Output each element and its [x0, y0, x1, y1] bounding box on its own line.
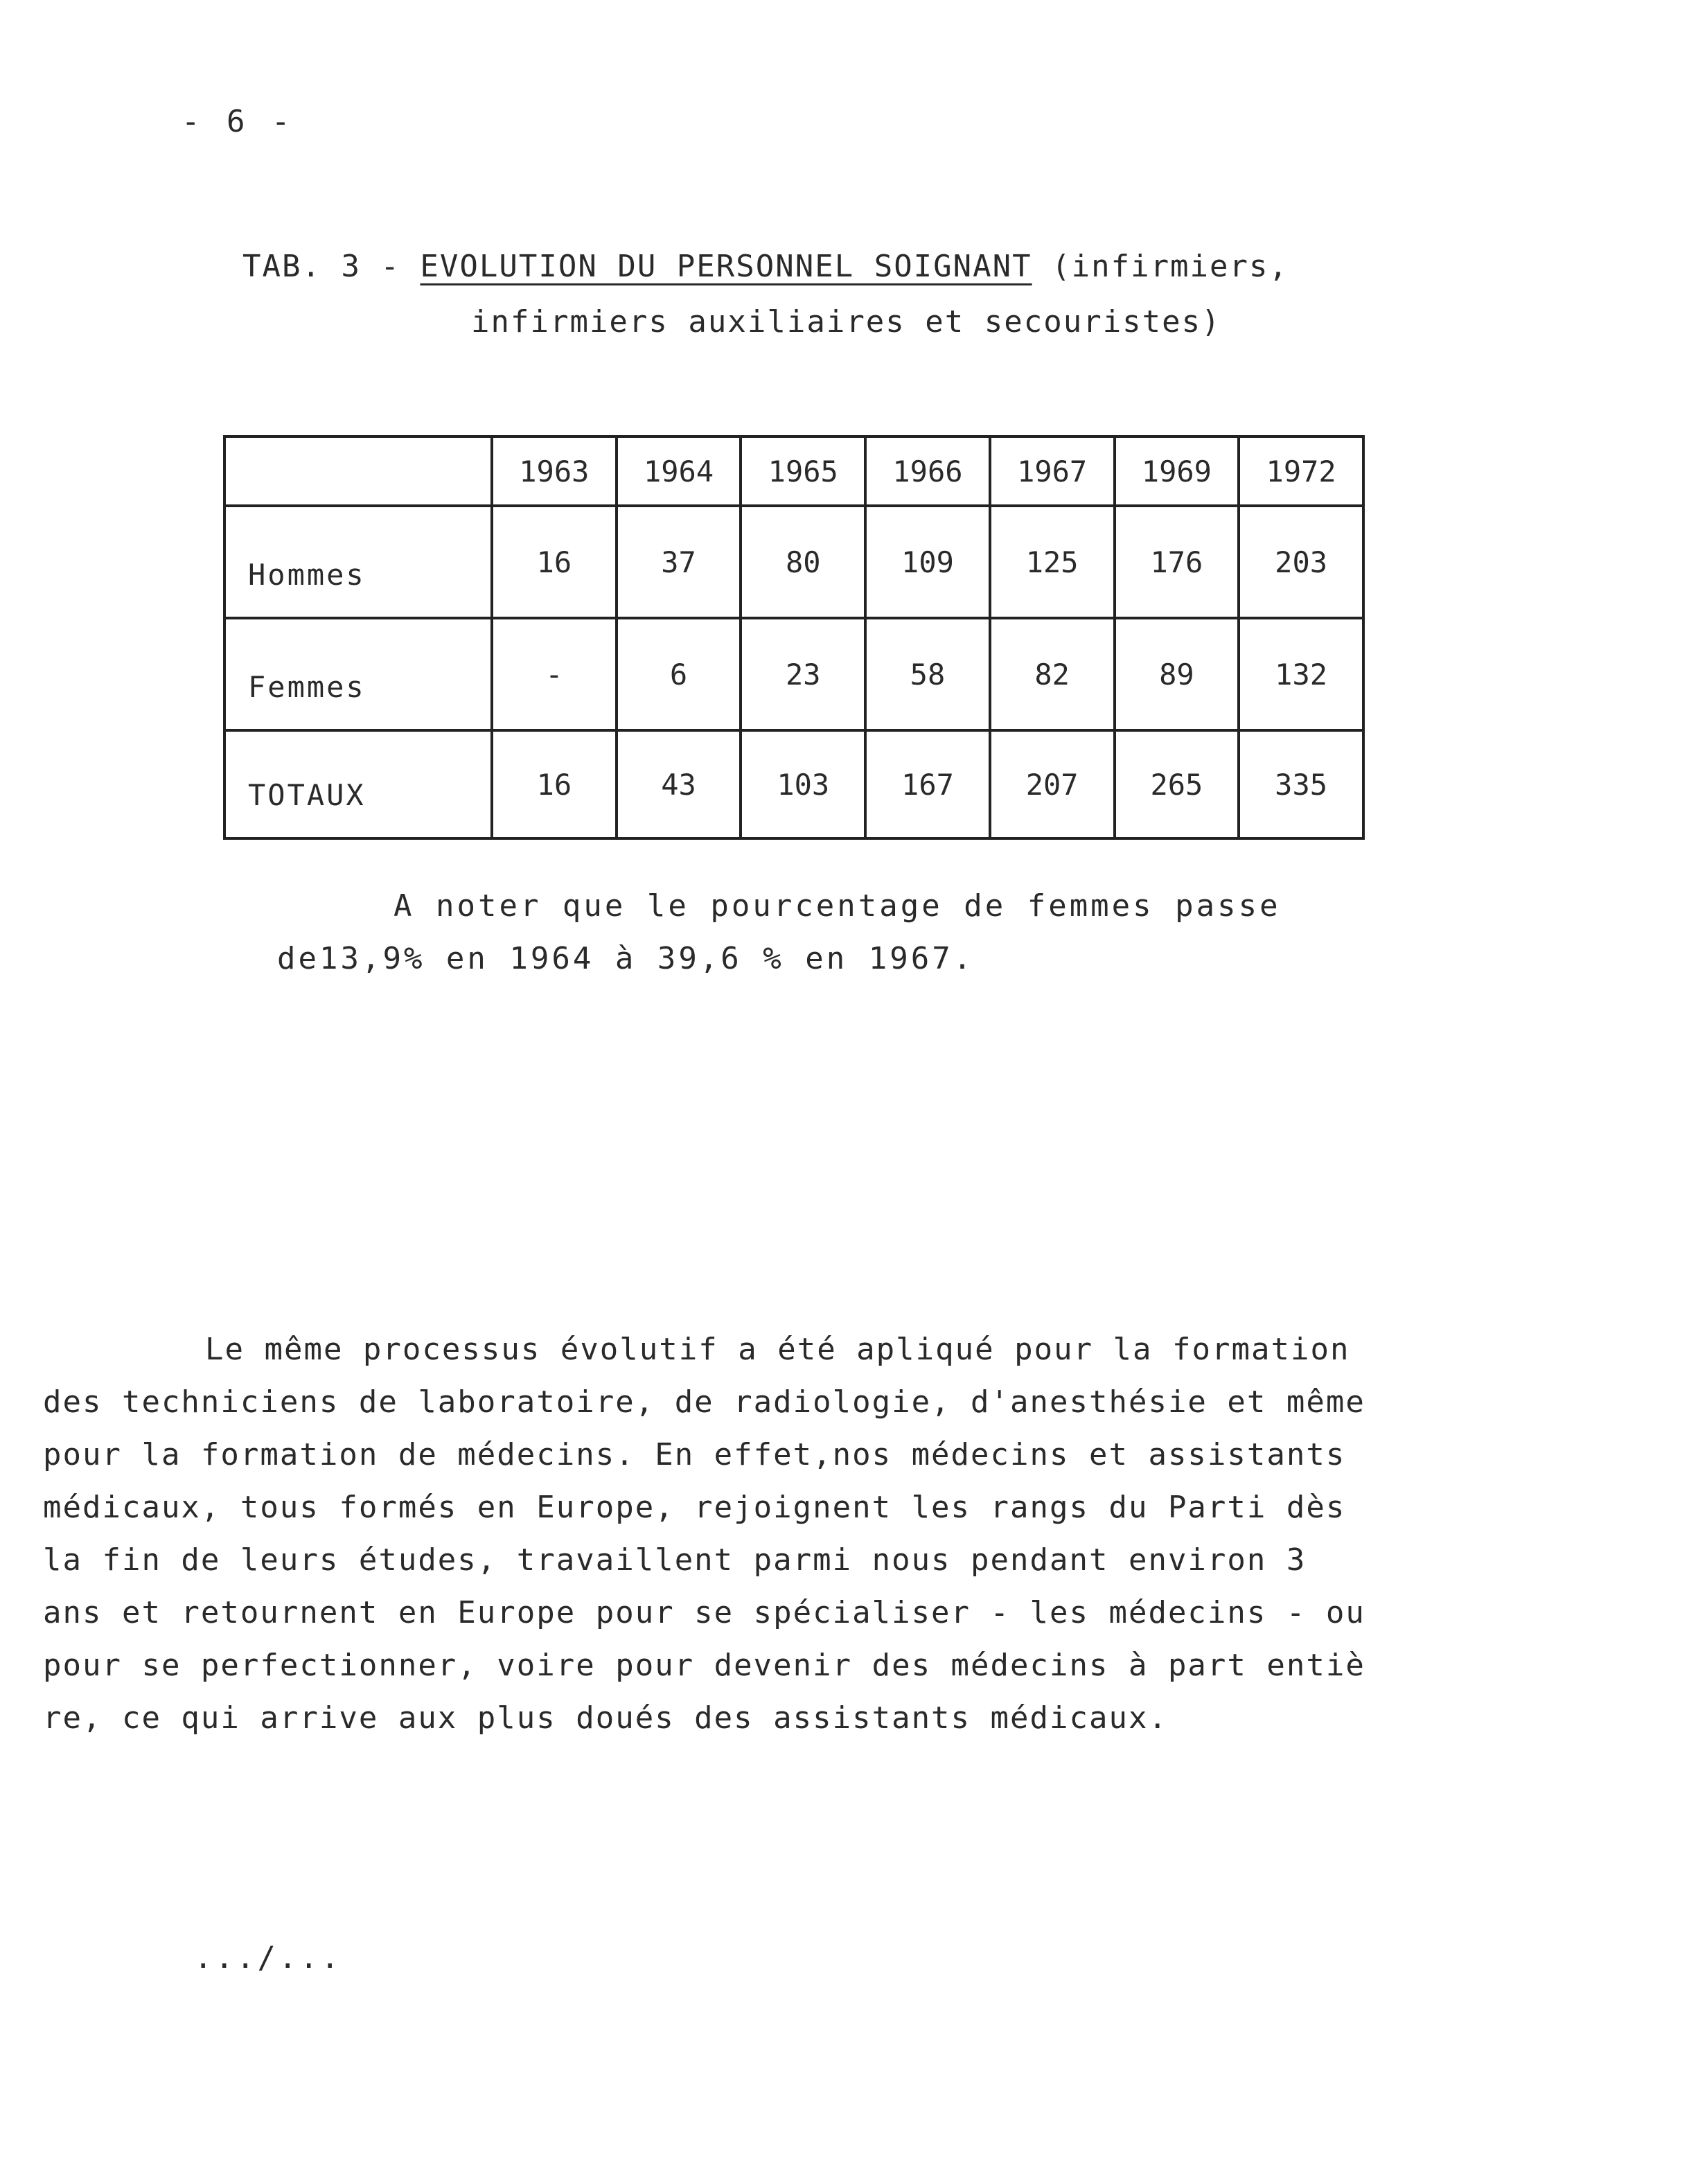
- table-cell: 58: [865, 618, 990, 730]
- table-row: [224, 730, 1363, 838]
- paragraph-line: médicaux, tous formés en Europe, rejoignent les rangs du Parti dès: [43, 1490, 1346, 1525]
- note-text: [277, 880, 1281, 985]
- title-underlined: EVOLUTION DU PERSONNEL SOIGNANT: [420, 249, 1032, 284]
- table-cell: 109: [865, 506, 990, 618]
- year-header: 1969: [1115, 437, 1239, 506]
- table-header-row: [224, 437, 1363, 506]
- page-number: - 6 -: [182, 104, 294, 139]
- table-cell: -: [492, 618, 617, 730]
- table-cell: 6: [617, 618, 741, 730]
- year-header: 1963: [492, 437, 617, 506]
- table-cell: 265: [1115, 730, 1239, 838]
- table-cell: 132: [1239, 618, 1363, 730]
- paragraph-line: des techniciens de laboratoire, de radiologie, d'anesthésie et même: [43, 1384, 1365, 1420]
- year-header: 1972: [1239, 437, 1363, 506]
- year-header: 1964: [617, 437, 741, 506]
- table-cell: 125: [990, 506, 1115, 618]
- staff-table: [223, 435, 1365, 840]
- table-cell: 207: [990, 730, 1115, 838]
- title-line-2: infirmiers auxiliaires et secouristes): [471, 304, 1221, 340]
- table-cell: 80: [741, 506, 865, 618]
- table-cell: 176: [1115, 506, 1239, 618]
- table-cell: 43: [617, 730, 741, 838]
- table-corner-cell: [224, 437, 492, 506]
- table-cell: 203: [1239, 506, 1363, 618]
- year-header: 1966: [865, 437, 990, 506]
- paragraph-line: pour la formation de médecins. En effet,nos médecins et assistants: [43, 1437, 1346, 1472]
- paragraph-line: Le même processus évolutif a été apliqué pour la formation: [205, 1332, 1350, 1367]
- table-cell: 167: [865, 730, 990, 838]
- year-header: 1967: [990, 437, 1115, 506]
- table-title: [242, 239, 1420, 350]
- paragraph-line: ans et retournent en Europe pour se spécialiser - les médecins - ou: [43, 1595, 1365, 1630]
- table-cell: 82: [990, 618, 1115, 730]
- title-prefix: TAB. 3 -: [242, 249, 421, 284]
- note-line-1: A noter que le pourcentage de femmes passe: [393, 888, 1281, 924]
- title-suffix: (infirmiers,: [1032, 249, 1289, 284]
- table-cell: 89: [1115, 618, 1239, 730]
- table-cell: 23: [741, 618, 865, 730]
- paragraph-line: pour se perfectionner, voire pour devenir des médecins à part entiè: [43, 1648, 1365, 1683]
- note-line-2: de13,9% en 1964 à 39,6 % en 1967.: [277, 941, 975, 976]
- year-header: 1965: [741, 437, 865, 506]
- table-cell: 335: [1239, 730, 1363, 838]
- row-label: TOTAUX: [224, 730, 492, 838]
- table-cell: 37: [617, 506, 741, 618]
- table-row: [224, 506, 1363, 618]
- table-cell: 103: [741, 730, 865, 838]
- table-cell: 16: [492, 730, 617, 838]
- row-label: Hommes: [224, 506, 492, 618]
- body-paragraph: [43, 1323, 1456, 1745]
- row-label: Femmes: [224, 618, 492, 730]
- table-cell: 16: [492, 506, 617, 618]
- paragraph-line: la fin de leurs études, travaillent parmi nous pendant environ 3: [43, 1542, 1307, 1578]
- continuation-marker: .../...: [194, 1940, 342, 1975]
- table-row: [224, 618, 1363, 730]
- paragraph-line: re, ce qui arrive aux plus doués des assistants médicaux.: [43, 1700, 1168, 1736]
- title-line-1: [242, 239, 1420, 294]
